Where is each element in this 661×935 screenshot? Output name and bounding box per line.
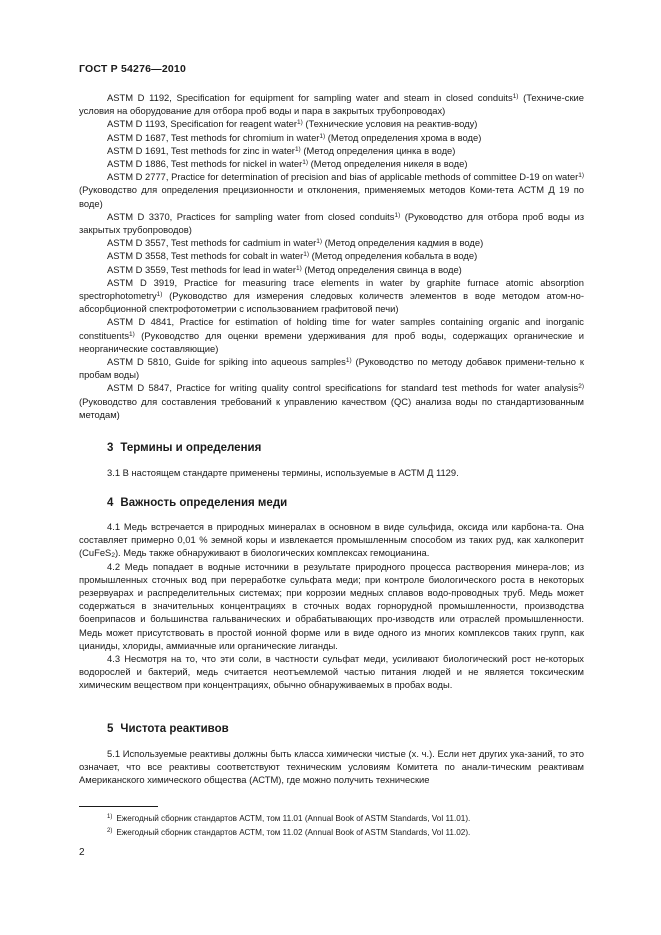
- section-4-heading: 4 Важность определения меди: [107, 497, 288, 509]
- reference-item: ASTM D 5810, Guide for spiking into aqueous samples$^{1)}$ (Руководство по методу добавок примени-тельно к пробам воды): [79, 356, 584, 381]
- section-4-body: [79, 520, 584, 692]
- section-5-heading: 5 Чистота реактивов: [107, 723, 229, 735]
- reference-item: ASTM D 1886, Test methods for nickel in water$^{1)}$ (Метод определения никеля в воде): [107, 158, 468, 170]
- reference-item: ASTM D 1691, Test methods for zinc in water$^{1)}$ (Метод определения цинка в воде): [107, 144, 456, 156]
- page-number: 2: [79, 847, 85, 858]
- reference-item: ASTM D 3919, Practice for measuring trace elements in water by graphite furnace atomic absorption spectrophotometry$^{1)}$ (Руководство для измерения следовых количеств элементов в воде методом атом-но-абсорбционной спектрофотометрии с использованием графитовой печи): [79, 276, 584, 315]
- reference-item: ASTM D 1193, Specification for reagent water$^{1)}$ (Технические условия на реактив-воду): [107, 118, 478, 130]
- reference-item: ASTM D 4841, Practice for estimation of holding time for water samples containing organic and inorganic constituents$^{1)}$ (Руководство для оценки времени удерживания для проб воды, содержащих органические и неорганические составляющие): [79, 316, 584, 354]
- section-3-heading: 3 Термины и определения: [107, 442, 262, 454]
- paragraph-4-3: 4.3 Несмотря на то, что эти соли, в частности сульфат меди, усиливают биологический рост не-которых водорослей и бактерий, медь считается неотъемлемой частью питания людей и не является токсическим химическим веществом при концентрациях, обычно обнаруживаемых в пробах воды.: [79, 653, 584, 691]
- reference-item: ASTM D 1192, Specification for equipment for sampling water and steam in closed conduits$^{1)}$ (Техниче-ские условия на оборудование для отбора проб воды и пара в закрытых трубопроводах): [79, 92, 585, 117]
- reference-item: ASTM D 2777, Practice for determination of precision and bias of applicable methods of committee D-19 on water$^{1)}$ (Руководство для определения прецизионности и отклонения, применяемых методов Коми-тета АСТМ Д 19 по воде): [79, 171, 584, 209]
- reference-item: ASTM D 3370, Practices for sampling water from closed conduits$^{1)}$ (Руководство для отбора проб воды из закрытых трубопроводов): [79, 210, 584, 236]
- footnote-2: $^{2)}$ Ежегодный сборник стандартов АСТМ, том 11.02 (Annual Book of ASTM Standards, Vol 11.02).: [107, 828, 471, 837]
- section-5-body: [79, 747, 584, 787]
- footnote-separator: [79, 806, 158, 807]
- reference-item: ASTM D 1687, Test methods for chromium in water$^{1)}$ (Метод определения хрома в воде): [107, 131, 482, 143]
- reference-item: ASTM D 3558, Test methods for cobalt in water$^{1)}$ (Метод определения кобальта в воде): [107, 250, 478, 262]
- reference-list: [79, 91, 584, 421]
- reference-item: ASTM D 3557, Test methods for cadmium in water$^{1)}$ (Метод определения кадмия в воде): [107, 237, 484, 249]
- footnote-1: $^{1)}$ Ежегодный сборник стандартов АСТМ, том 11.01 (Annual Book of ASTM Standards, Vol 11.01).: [107, 814, 471, 823]
- paragraph-3-1: 3.1 В настоящем стандарте применены термины, используемые в АСТМ Д 1129.: [107, 467, 459, 478]
- paragraph-4-1: 4.1 Медь встречается в природных минералах в основном в виде сульфида, оксида или карбона-та. Она составляет примерно 0,01 % земной коры и извлекается промышленным способом из таких руд, как халкоперит (CuFeS$_2$). Медь также обнаруживают в биологических комплексах гемоцианина.: [79, 521, 584, 560]
- paragraph-4-2: 4.2 Медь попадает в водные источники в результате природного процесса растворения минера-лов; из промышленных сточных вод при переработке сульфата меди; при контроле биологического роста в некоторых резервуарах и распределительных системах; при коррозии медных сплавов водо-проводных труб. Медь может содержаться в значительных концентрациях в сточных водах горнорудной промышленности, производства боеприпасов и большинства гальванических и обрабатывающих про-изводств или отраслей промышленности. Медь может присутствовать в простой ионной форме или в виде одного из многих комплексов таких групп, как цианиды, хлориды, аммиачные или органические лиганды.: [79, 560, 584, 651]
- page-header-standard: ГОСТ Р 54276—2010: [79, 63, 187, 75]
- reference-item: ASTM D 3559, Test methods for lead in water$^{1)}$ (Метод определения свинца в воде): [107, 263, 462, 275]
- section-3-body: [79, 466, 584, 479]
- paragraph-5-1: 5.1 Используемые реактивы должны быть класса химически чистые (х. ч.). Если нет других ука-заний, то это означает, что все реактивы соответствуют техническим условиям Комитета по анали-тическим реактивам Американского химического общества (АСТМ), где можно получить технические: [79, 748, 584, 786]
- reference-item: ASTM D 5847, Practice for writing quality control specifications for standard test methods for water analysis$^{2)}$ (Руководство для составления требований к управлению качеством (QC) анализа воды по стандартизованным методам): [79, 382, 584, 420]
